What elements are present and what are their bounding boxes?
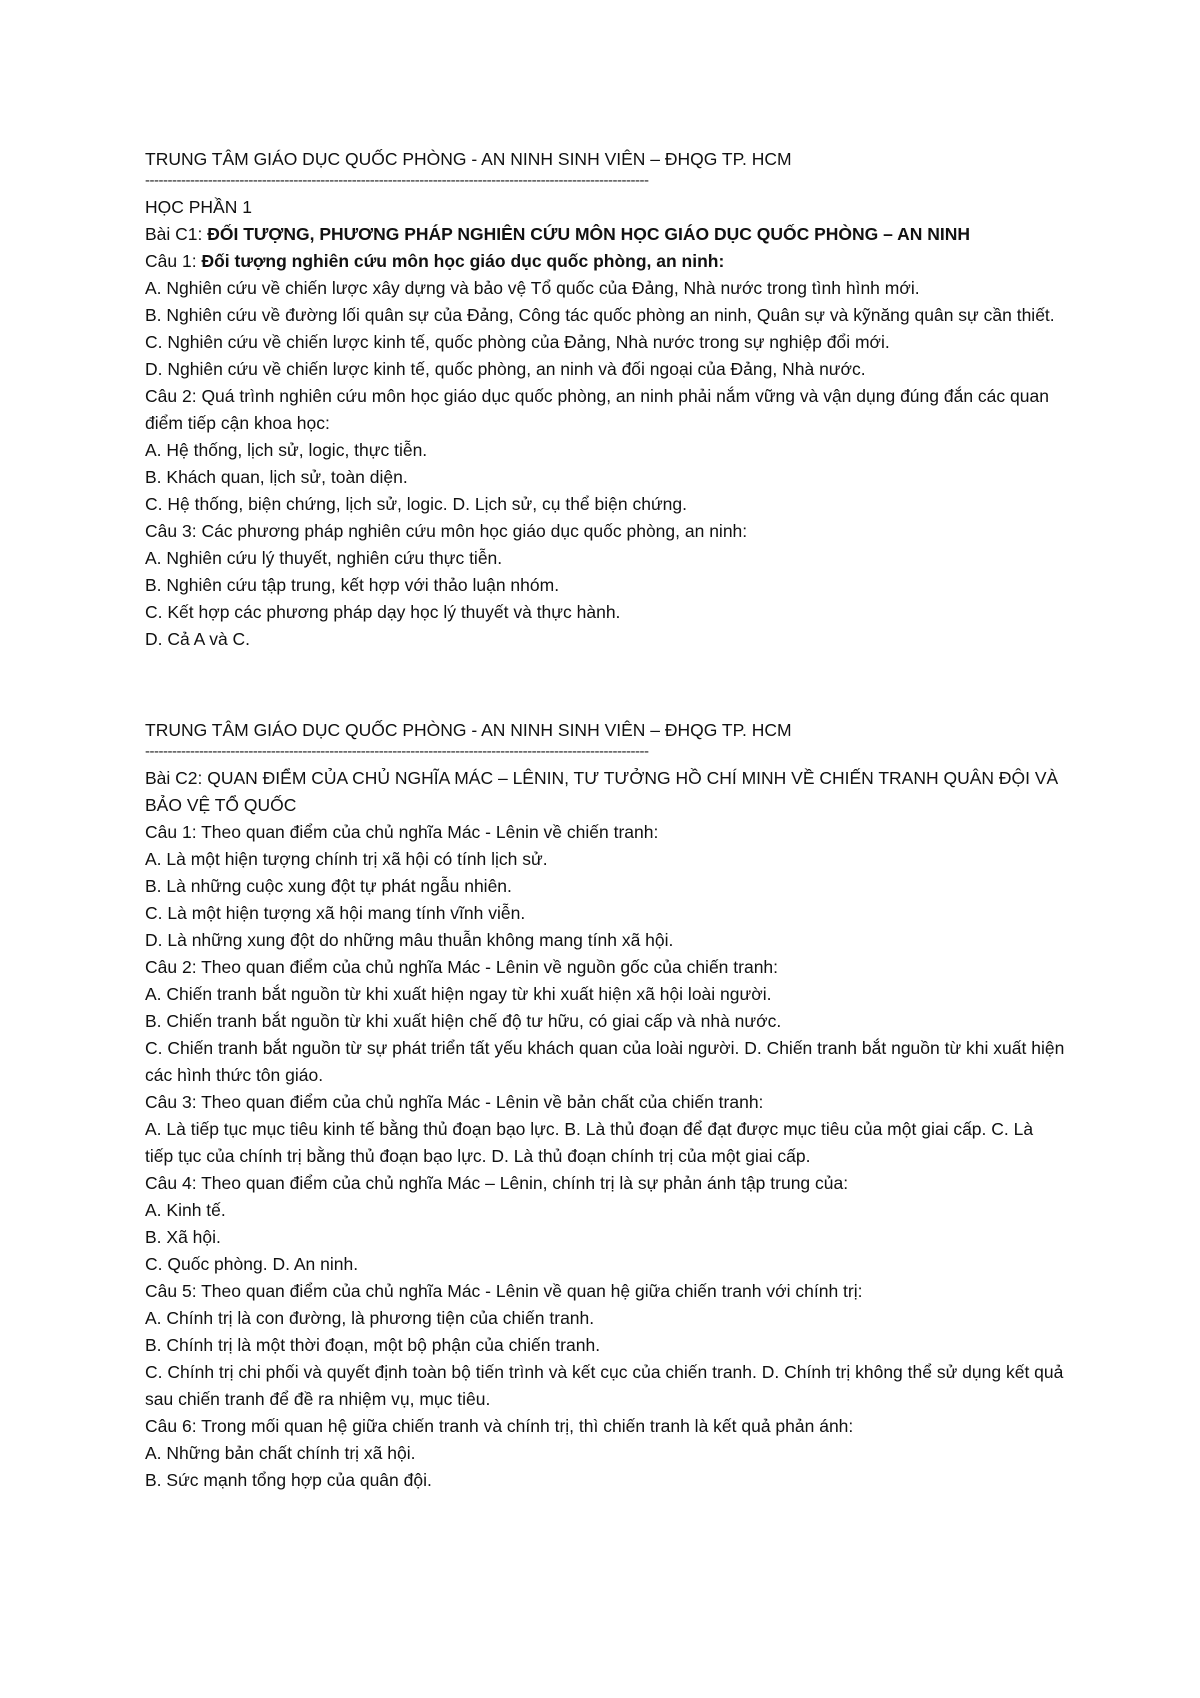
answer-a: A. Là một hiện tượng chính trị xã hội có tính lịch sử. [145,849,548,869]
answer-c-d: C. Quốc phòng. D. An ninh. [145,1254,359,1274]
answer-a: A. Nghiên cứu lý thuyết, nghiên cứu thực tiễn. [145,548,503,568]
answer-a: A. Chính trị là con đường, là phương tiện của chiến tranh. [145,1308,595,1328]
divider-line: ---------------------------------------------------------------------------------------------------------------- [145,172,649,189]
answer-a: A. Những bản chất chính trị xã hội. [145,1443,416,1463]
answer-a: A. Nghiên cứu về chiến lược xây dựng và bảo vệ Tổ quốc của Đảng, Nhà nước trong tình hình mới. [145,278,920,298]
question-3 [145,518,1065,545]
answer-c: C. Là một hiện tượng xã hội mang tính vĩnh viễn. [145,903,526,923]
answer-a: A. Hệ thống, lịch sử, logic, thực tiễn. [145,440,428,460]
question-3: Câu 3: Theo quan điểm của chủ nghĩa Mác - Lênin về bản chất của chiến tranh: [145,1092,764,1112]
answer-b: B. Nghiên cứu tập trung, kết hợp với thảo luận nhóm. [145,575,560,595]
center-header: TRUNG TÂM GIÁO DỤC QUỐC PHÒNG - AN NINH SINH VIÊN – ĐHQG TP. HCM [145,720,792,740]
answer-c: C. Nghiên cứu về chiến lược kinh tế, quốc phòng của Đảng, Nhà nước trong sự nghiệp đổi mới. [145,332,890,352]
answer-b: B. Nghiên cứu về đường lối quân sự của Đảng, Công tác quốc phòng an ninh, Quân sự và kỹnăng quân sự cần thiết. [145,305,1055,325]
question-1 [145,248,1065,275]
answer-a: A. Kinh tế. [145,1200,226,1220]
lesson-title [145,221,1065,248]
question-prefix: Câu 2: [145,386,202,406]
lesson-title-text: QUAN ĐIỂM CỦA CHỦ NGHĨA MÁC – LÊNIN, TƯ TƯỞNG HỒ CHÍ MINH VỀ CHIẾN TRANH QUÂN ĐỘI VÀ BẢO VỆ TỔ QUỐC [145,768,1059,815]
answer-b: B. Khách quan, lịch sử, toàn diện. [145,467,408,487]
lesson-prefix: Bài C2: [145,768,208,788]
answer-a-b-c-d: A. Là tiếp tục mục tiêu kinh tế bằng thủ đoạn bạo lực. B. Là thủ đoạn để đạt được mục tiêu của một giai cấp. C. Là tiếp tục của chính trị bằng thủ đoạn bạo lực. D. Là thủ đoạn chính trị của một giai cấp. [145,1119,1034,1166]
divider-line: ---------------------------------------------------------------------------------------------------------------- [145,743,649,760]
center-header: TRUNG TÂM GIÁO DỤC QUỐC PHÒNG - AN NINH SINH VIÊN – ĐHQG TP. HCM [145,149,792,169]
answer-c-d: C. Chính trị chi phối và quyết định toàn bộ tiến trình và kết cục của chiến tranh. D. Chính trị không thể sử dụng kết quả sau chiến tranh để đề ra nhiệm vụ, mục tiêu. [145,1362,1064,1409]
answer-c-d: C. Hệ thống, biện chứng, lịch sử, logic. D. Lịch sử, cụ thể biện chứng. [145,494,687,514]
lesson-title-text: ĐỐI TƯỢNG, PHƯƠNG PHÁP NGHIÊN CỨU MÔN HỌC GIÁO DỤC QUỐC PHÒNG – AN NINH [207,224,971,244]
lesson-title [145,765,1065,819]
answer-c: C. Kết hợp các phương pháp dạy học lý thuyết và thực hành. [145,602,621,622]
lesson-prefix: Bài C1: [145,224,208,244]
question-1: Câu 1: Theo quan điểm của chủ nghĩa Mác - Lênin về chiến tranh: [145,822,659,842]
section-c1 [145,146,1065,653]
question-2 [145,383,1065,437]
question-text: Đối tượng nghiên cứu môn học giáo dục quốc phòng, an ninh: [201,251,725,271]
answer-d: D. Là những xung đột do những mâu thuẫn không mang tính xã hội. [145,930,674,950]
question-text: Các phương pháp nghiên cứu môn học giáo dục quốc phòng, an ninh: [201,521,748,541]
question-prefix: Câu 3: [145,521,202,541]
answer-b: B. Sức mạnh tổng hợp của quân đội. [145,1470,432,1490]
answer-c-d: C. Chiến tranh bắt nguồn từ sự phát triển tất yếu khách quan của loài người. D. Chiến tranh bắt nguồn từ khi xuất hiện các hình thức tôn giáo. [145,1038,1065,1085]
question-prefix: Câu 1: [145,251,202,271]
question-2: Câu 2: Theo quan điểm của chủ nghĩa Mác - Lênin về nguồn gốc của chiến tranh: [145,957,779,977]
question-6: Câu 6: Trong mối quan hệ giữa chiến tranh và chính trị, thì chiến tranh là kết quả phản ánh: [145,1416,854,1436]
section-c2 [145,717,1065,1494]
question-4: Câu 4: Theo quan điểm của chủ nghĩa Mác – Lênin, chính trị là sự phản ánh tập trung của: [145,1173,849,1193]
answer-b: B. Chính trị là một thời đoạn, một bộ phận của chiến tranh. [145,1335,601,1355]
answer-b: B. Là những cuộc xung đột tự phát ngẫu nhiên. [145,876,512,896]
answer-d: D. Cả A và C. [145,629,251,649]
module-title: HỌC PHẦN 1 [145,197,252,217]
answer-b: B. Xã hội. [145,1227,221,1247]
answer-d: D. Nghiên cứu về chiến lược kinh tế, quốc phòng, an ninh và đối ngoại của Đảng, Nhà nước. [145,359,866,379]
question-5: Câu 5: Theo quan điểm của chủ nghĩa Mác - Lênin về quan hệ giữa chiến tranh với chính trị: [145,1281,863,1301]
answer-a: A. Chiến tranh bắt nguồn từ khi xuất hiện ngay từ khi xuất hiện xã hội loài người. [145,984,772,1004]
answer-b: B. Chiến tranh bắt nguồn từ khi xuất hiện chế độ tư hữu, có giai cấp và nhà nước. [145,1011,782,1031]
question-text: Quá trình nghiên cứu môn học giáo dục quốc phòng, an ninh phải nắm vững và vận dụng đúng đắn các quan điểm tiếp cận khoa học: [145,386,1049,433]
